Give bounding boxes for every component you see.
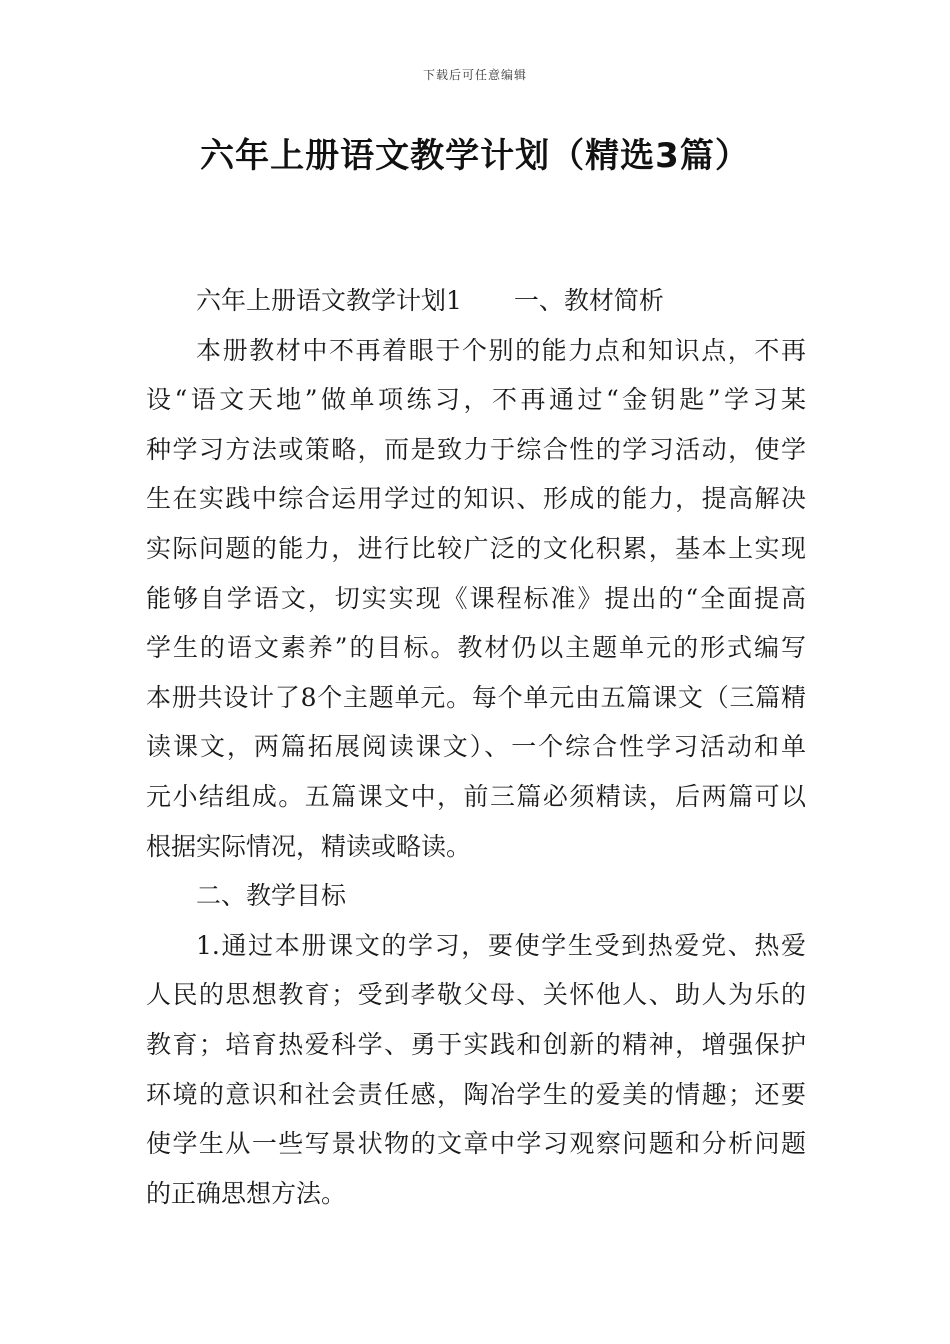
paragraph-line: 元小结组成。五篇课文中，前三篇必须精读，后两篇可以 [146, 781, 806, 811]
paragraph-line: 的正确思想方法。 [146, 1178, 347, 1208]
paragraph-line: 人民的思想教育；受到孝敬父母、关怀他人、助人为乐的 [146, 980, 806, 1010]
paragraph-line: 读课文，两篇拓展阅读课文）、一个综合性学习活动和单 [146, 732, 806, 762]
section-heading-line [146, 276, 806, 326]
paragraph-teaching-goals [146, 921, 806, 1219]
section-subheading: 一、教材简析 [513, 286, 664, 315]
paragraph-line: 学生的语文素养”的目标。教材仍以主题单元的形式编写 [146, 633, 806, 663]
paragraph-line: 能够自学语文，切实实现《课程标准》提出的“全面提高 [146, 583, 806, 613]
paragraph-line: 种学习方法或策略，而是致力于综合性的学习活动，使学 [146, 434, 806, 464]
section-heading-teaching-goals: 二、教学目标 [196, 881, 347, 911]
paragraph-line: 本册共设计了8个主题单元。每个单元由五篇课文（三篇精 [146, 682, 806, 712]
document-body [146, 276, 806, 1218]
paragraph-textbook-overview [146, 326, 806, 872]
paragraph-line: 根据实际情况，精读或略读。 [146, 831, 472, 861]
header-note: 下载后可任意编辑 [422, 68, 527, 82]
paragraph-line: 使学生从一些写景状物的文章中学习观察问题和分析问题 [146, 1129, 806, 1159]
document-title: 六年上册语文教学计划（精选3篇） [200, 136, 750, 176]
paragraph-line: 教育；培育热爱科学、勇于实践和创新的精神，增强保护 [146, 1029, 806, 1059]
section-heading: 六年上册语文教学计划1 [196, 286, 462, 315]
paragraph-line: 生在实践中综合运用学过的知识、形成的能力，提高解决 [146, 484, 806, 514]
paragraph-line: 环境的意识和社会责任感，陶冶学生的爱美的情趣；还要 [146, 1079, 806, 1109]
paragraph-line: 设“语文天地”做单项练习，不再通过“金钥匙”学习某 [146, 385, 806, 415]
paragraph-line: 本册教材中不再着眼于个别的能力点和知识点，不再 [196, 335, 806, 365]
paragraph-line: 1.通过本册课文的学习，要使学生受到热爱党、热爱 [196, 930, 806, 960]
paragraph-line: 实际问题的能力，进行比较广泛的文化积累，基本上实现 [146, 533, 806, 563]
